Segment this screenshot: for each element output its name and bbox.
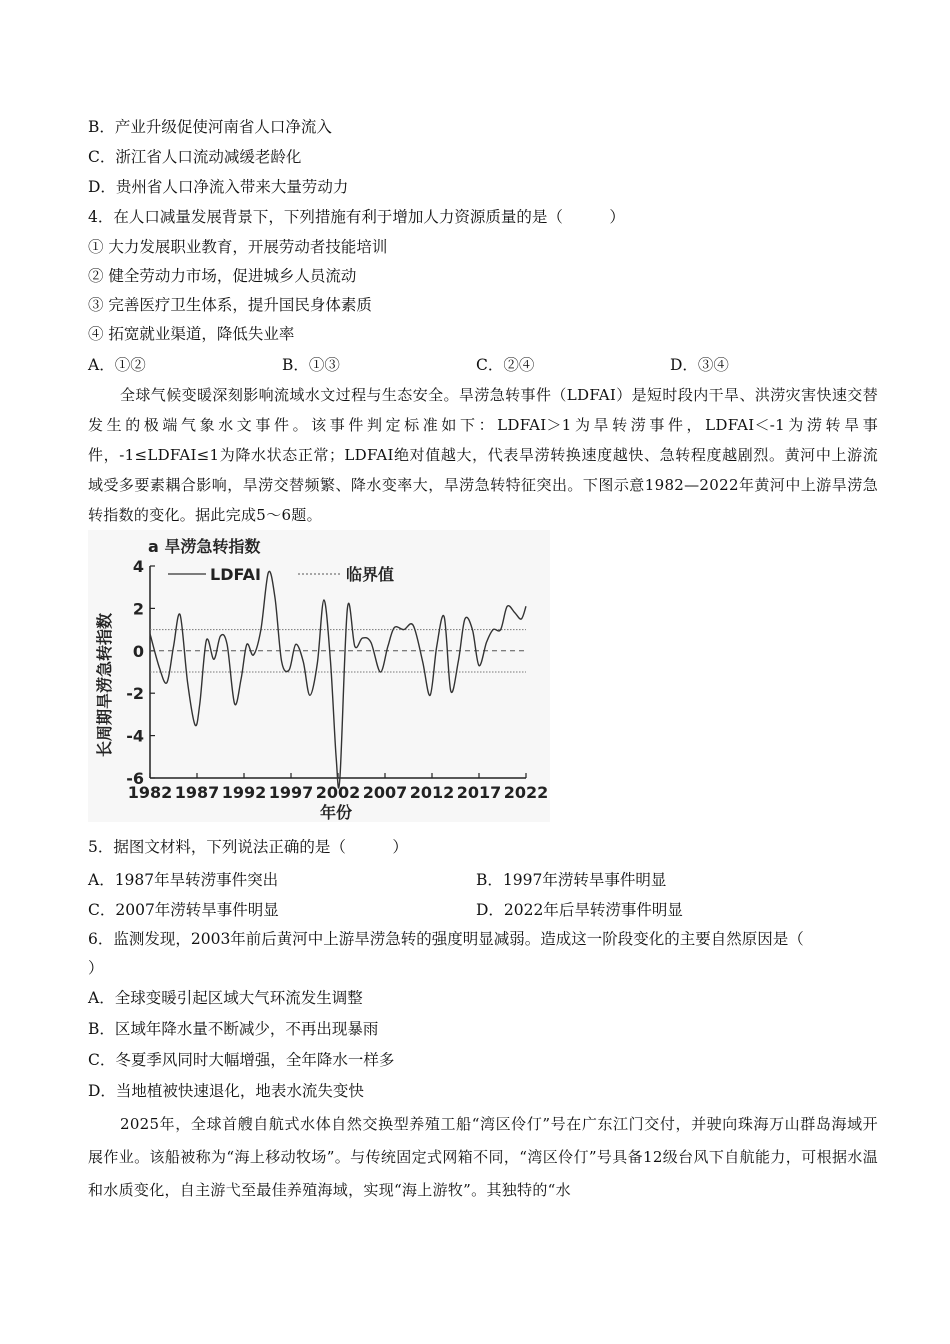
- q5-option-a: A．1987年旱转涝事件突出: [88, 871, 279, 889]
- q6-option-b: B．区域年降水量不断减少，不再出现暴雨: [88, 1020, 379, 1038]
- x-tick-label: 1992: [221, 783, 267, 802]
- q3-option-b: B．产业升级促使河南省人口净流入: [88, 118, 332, 136]
- q4-option-d: D．③④: [670, 356, 729, 374]
- x-tick-label: 1997: [268, 783, 314, 802]
- q6-option-a: A．全球变暖引起区域大气环流发生调整: [88, 989, 363, 1007]
- q5-option-d: D．2022年后旱转涝事件明显: [476, 901, 683, 919]
- q6-option-c: C．冬夏季风同时大幅增强，全年降水一样多: [88, 1051, 395, 1069]
- q4-item-2: ② 健全劳动力市场，促进城乡人员流动: [88, 267, 357, 285]
- ldfai-chart: [88, 530, 550, 822]
- y-tick-label: 2: [132, 599, 144, 619]
- q4-option-b: B．①③: [282, 356, 340, 374]
- q3-option-c: C．浙江省人口流动减缓老龄化: [88, 148, 302, 166]
- q5-option-c: C．2007年涝转旱事件明显: [88, 901, 279, 919]
- y-tick-label: -2: [126, 684, 144, 704]
- q6-option-d: D．当地植被快速退化，地表水流失变快: [88, 1082, 364, 1100]
- q4-item-3: ③ 完善医疗卫生体系，提升国民身体素质: [88, 296, 372, 314]
- passage-drought-flood-text: 全球气候变暖深刻影响流域水文过程与生态安全。旱涝急转事件（LDFAI）是短时段内干旱、洪涝灾害快速交替发生的极端气象水文事件。该事件判定标准如下：LDFAI＞1为旱转涝事件，LDFAI＜-1为涝转旱事件，-1≤LDFAI≤1为降水状态正常；LDFAI绝对值越大，代表旱涝转换速度越快、急转程度越剧烈。黄河中上游流域受多要素耦合影响，旱涝交替频繁、降水变率大，旱涝急转特征突出。下图示意1982—2022年黄河中上游旱涝急转指数的变化。据此完成5～6题。: [88, 386, 878, 524]
- x-tick-label: 1987: [174, 783, 220, 802]
- q4-item-4: ④ 拓宽就业渠道，降低失业率: [88, 325, 295, 343]
- q4-option-c: C．②④: [476, 356, 535, 374]
- q4-item-1: ① 大力发展职业教育，开展劳动者技能培训: [88, 238, 388, 256]
- q4-option-a: A．①②: [88, 356, 146, 374]
- y-axis-label: 长周期旱涝急转指数: [95, 612, 114, 758]
- q6-stem: 6．监测发现，2003年前后黄河中上游旱涝急转的强度明显减弱。造成这一阶段变化的主要自然原因是（: [88, 930, 804, 948]
- q4-stem: 4．在人口减量发展背景下，下列措施有利于增加人力资源质量的是（ ）: [88, 208, 625, 226]
- q3-option-d: D．贵州省人口净流入带来大量劳动力: [88, 178, 349, 196]
- q5-option-b: B．1997年涝转旱事件明显: [476, 871, 667, 889]
- x-tick-label: 2017: [456, 783, 502, 802]
- passage-ship: [88, 1108, 878, 1207]
- legend-ldfai-label: LDFAI: [210, 565, 261, 584]
- x-axis-label: 年份: [319, 803, 353, 822]
- x-tick-label: 2002: [315, 783, 361, 802]
- y-tick-label: 0: [132, 641, 144, 661]
- x-tick-label: 1982: [127, 783, 173, 802]
- y-tick-label: 4: [132, 557, 144, 576]
- q6-stem-end: ）: [88, 959, 104, 977]
- x-tick-label: 2012: [409, 783, 455, 802]
- chart-title: a 旱涝急转指数: [148, 537, 261, 556]
- x-tick-label: 2007: [362, 783, 408, 802]
- legend-threshold-label: 临界值: [346, 565, 395, 584]
- q5-stem: 5．据图文材料，下列说法正确的是（ ）: [88, 838, 408, 856]
- x-tick-label: 2022: [503, 783, 549, 802]
- y-tick-label: -4: [126, 726, 144, 746]
- passage-ship-text: 2025年，全球首艘自航式水体自然交换型养殖工船“湾区伶仃”号在广东江门交付，并驶向珠海万山群岛海域开展作业。该船被称为“海上移动牧场”。与传统固定式网箱不同，“湾区伶仃”号具备12级台风下自航能力，可根据水温和水质变化，自主游弋至最佳养殖海域，实现“海上游牧”。其独特的“水: [88, 1115, 878, 1199]
- y-tick-label: -6: [126, 769, 144, 788]
- ldfai-chart-svg: [88, 530, 550, 822]
- passage-drought-flood: [88, 380, 878, 530]
